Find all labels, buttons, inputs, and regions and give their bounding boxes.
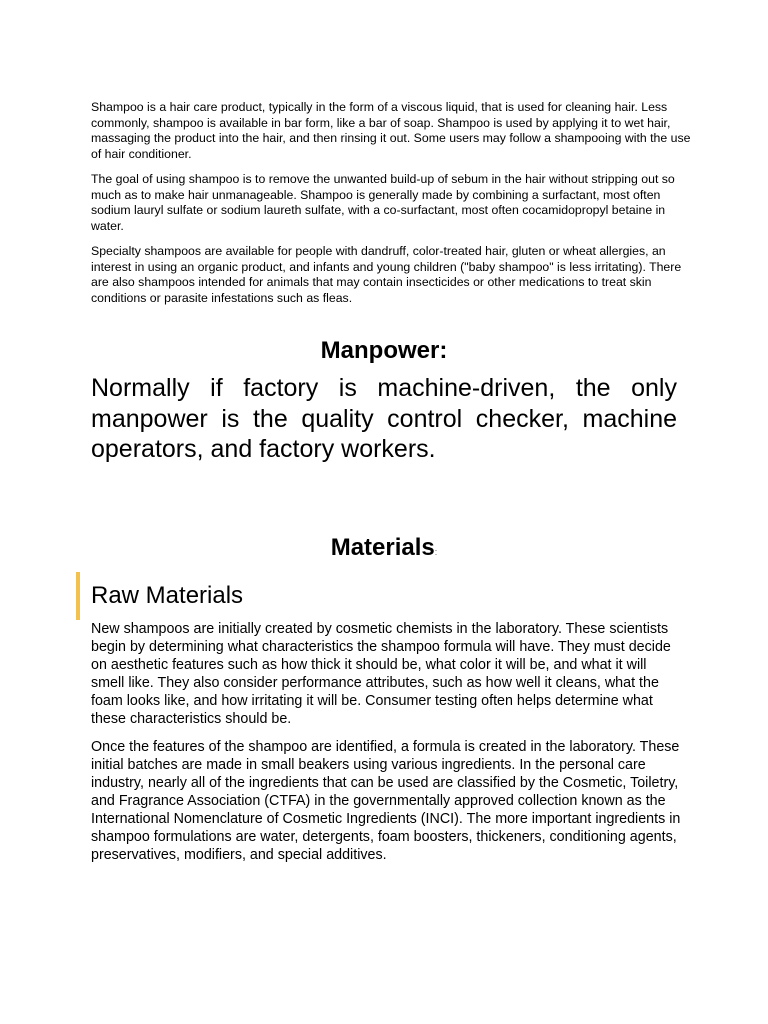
raw-materials-section — [91, 620, 681, 874]
materials-heading-text: Materials — [330, 534, 435, 561]
raw-materials-accent-bar — [76, 572, 80, 620]
intro-paragraph-2: The goal of using shampoo is to remove the unwanted build-up of sebum in the hair without stripping out so much as to make hair unmanageable. Shampoo is generally made by combining a surfactant, most often sodium lauryl sulfate or sodium laureth sulfate, with a co-surfactant, most often cocamidopropyl betaine in water. — [91, 172, 675, 233]
materials-heading — [0, 532, 768, 568]
intro-paragraph-1: Shampoo is a hair care product, typically in the form of a viscous liquid, that is used for cleaning hair. Less commonly, shampoo is available in bar form, like a bar of soap. Shampoo is used by applying it to wet hair, massaging the product into the hair, and then rinsing it out. Some users may follow a shampooing with the use of hair conditioner. — [91, 100, 691, 161]
intro-paragraph-3: Specialty shampoos are available for people with dandruff, color-treated hair, gluten or wheat allergies, an interest in using an organic product, and infants and young children ("baby shampoo" is less irritating). There are also shampoos intended for animals that may contain insecticides or other medications to treat skin conditions or parasite infestations such as fleas. — [91, 244, 682, 305]
manpower-text: Normally if factory is machine-driven, the only manpower is the quality control checker, machine operators, and factory workers. — [91, 374, 677, 463]
raw-materials-paragraph-2: Once the features of the shampoo are identified, a formula is created in the laboratory. These initial batches are made in small beakers using various ingredients. In the personal care industry, nearly all of the ingredients that can be used are classified by the Cosmetic, Toiletry, and Fragrance Association (CTFA) in the governmentally approved collection known as the International Nomenclature of Cosmetic Ingredients (INCI). The more important ingredients in shampoo formulations are water, detergents, foam boosters, thickeners, conditioning agents, preservatives, modifiers, and special additives. — [91, 739, 681, 863]
raw-materials-paragraph-1: New shampoos are initially created by cosmetic chemists in the laboratory. These scientists begin by determining what characteristics the shampoo formula will have. They must decide on aesthetic features such as how thick it should be, what color it will be, and what it will smell like. They also consider performance attributes, such as how well it cleans, what the foam looks like, and how irritating it will be. Consumer testing often helps determine what these characteristics should be. — [91, 621, 671, 727]
intro-section — [91, 100, 691, 316]
raw-materials-heading: Raw Materials — [91, 582, 244, 609]
materials-heading-colon: : — [434, 547, 438, 557]
manpower-heading: Manpower: — [320, 337, 448, 364]
